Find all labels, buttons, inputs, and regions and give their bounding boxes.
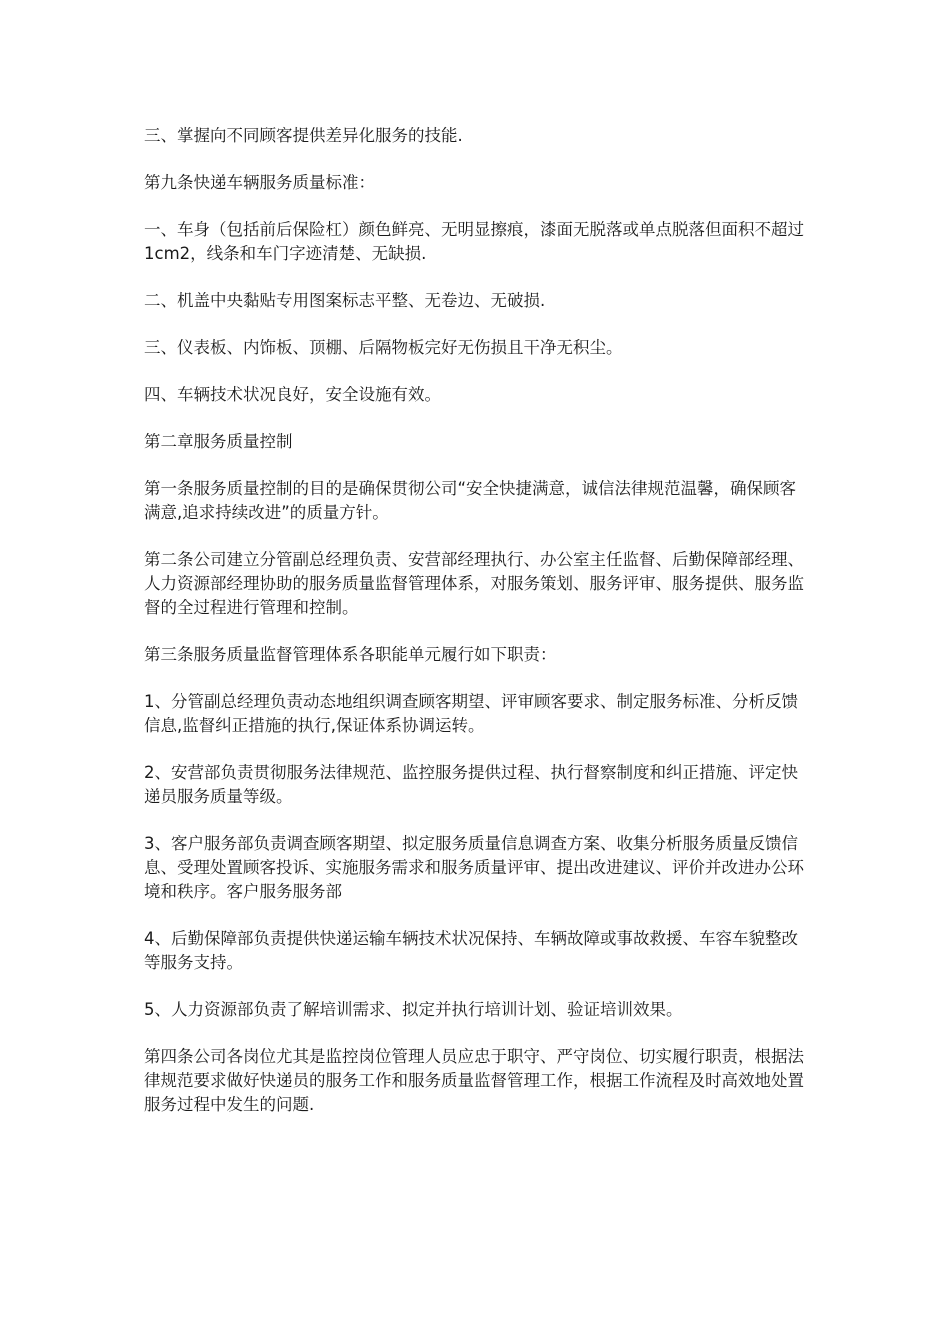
paragraph-vehicle-body: 一、车身（包括前后保险杠）颜色鲜亮、无明显擦痕，漆面无脱落或单点脱落但面积不超过 1cm2，线条和车门字迹清楚、无缺损. <box>144 220 804 263</box>
paragraph-duty-4: 4、后勤保障部负责提供快递运输车辆技术状况保持、车辆故障或事故救援、车容车貌整改等服务支持。 <box>144 929 798 972</box>
paragraph-article-4: 第四条公司各岗位尤其是监控岗位管理人员应忠于职守、严守岗位、切实履行职责，根据法律规范要求做好快递员的服务工作和服务质量监督管理工作，根据工作流程及时高效地处置服务过程中发生的问题. <box>144 1047 804 1114</box>
document-body <box>144 124 809 1140</box>
paragraph-duty-1: 1、分管副总经理负责动态地组织调查顾客期望、评审顾客要求、制定服务标准、分析反馈信息,监督纠正措施的执行,保证体系协调运转。 <box>144 692 798 735</box>
paragraph-duty-2: 2、安营部负责贯彻服务法律规范、监控服务提供过程、执行督察制度和纠正措施、评定快递员服务质量等级。 <box>144 763 798 806</box>
paragraph-article-1: 第一条服务质量控制的目的是确保贯彻公司“安全快捷满意，诚信法律规范温馨，确保顾客满意,追求持续改进”的质量方针。 <box>144 479 797 522</box>
paragraph-hood-logo: 二、机盖中央黏贴专用图案标志平整、无卷边、无破损. <box>144 291 546 310</box>
paragraph-technical-condition: 四、车辆技术状况良好，安全设施有效。 <box>144 385 441 404</box>
paragraph-interior: 三、仪表板、内饰板、顶棚、后隔物板完好无伤损且干净无积尘。 <box>144 338 623 357</box>
paragraph-article-2: 第二条公司建立分管副总经理负责、安营部经理执行、办公室主任监督、后勤保障部经理、人力资源部经理协助的服务质量监督管理体系，对服务策划、服务评审、服务提供、服务监督的全过程进行管理和控制。 <box>144 550 804 617</box>
paragraph-article-9-heading: 第九条快递车辆服务质量标准： <box>144 173 375 192</box>
paragraph-duty-5: 5、人力资源部负责了解培训需求、拟定并执行培训计划、验证培训效果。 <box>144 1000 683 1019</box>
paragraph-article-3: 第三条服务质量监督管理体系各职能单元履行如下职责： <box>144 645 557 664</box>
paragraph-duty-3: 3、客户服务部负责调查顾客期望、拟定服务质量信息调查方案、收集分析服务质量反馈信息、受理处置顾客投诉、实施服务需求和服务质量评审、提出改进建议、评价并改进办公环境和秩序。客户服务服务部 <box>144 834 804 901</box>
paragraph-skill: 三、掌握向不同顾客提供差异化服务的技能. <box>144 126 463 145</box>
chapter-2-heading: 第二章服务质量控制 <box>144 432 293 451</box>
